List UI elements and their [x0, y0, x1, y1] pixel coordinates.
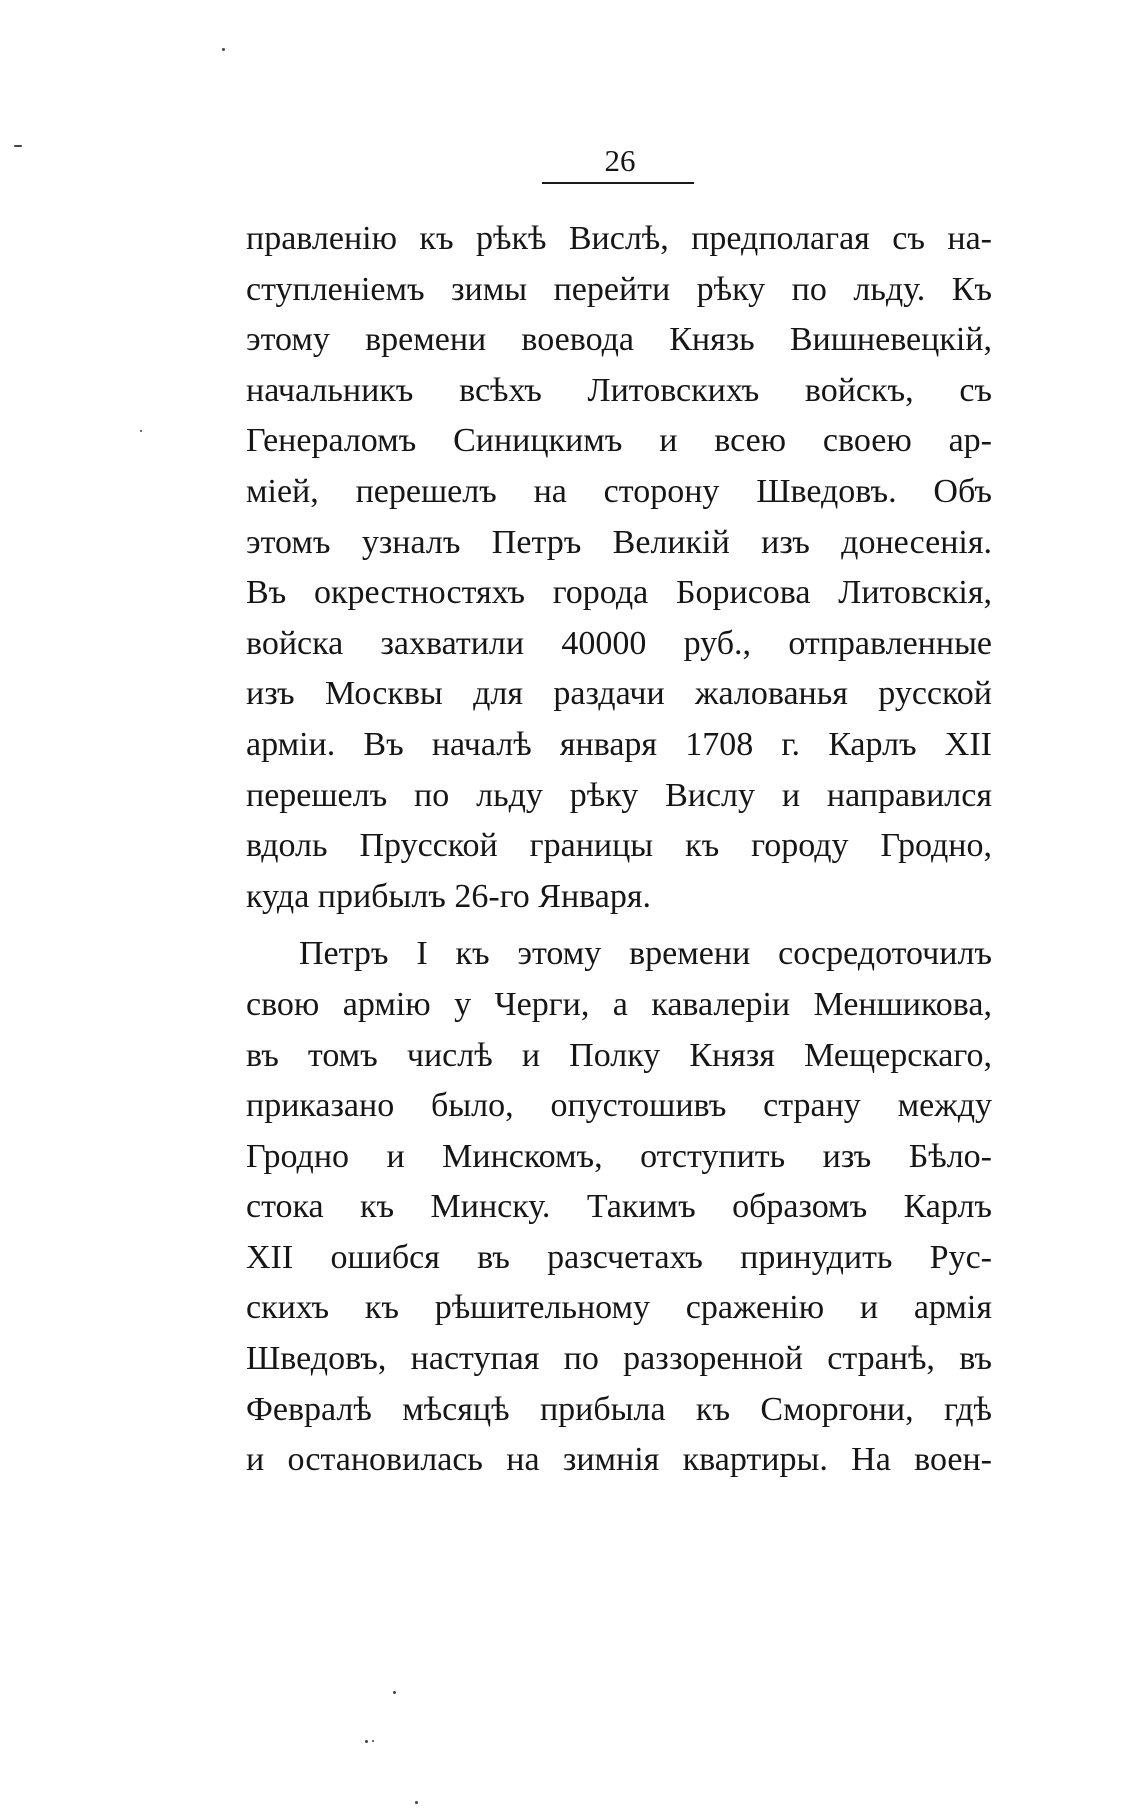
paragraph-gap: [246, 922, 992, 929]
scan-speck: [140, 430, 142, 432]
text-line: арміи. Въ началѣ января 1708 г. Карлъ XII: [246, 725, 992, 763]
text-line: и остановилась на зимнія квартиры. На воен-: [246, 1441, 992, 1479]
text-line: скихъ къ рѣшительному сраженію и армія: [246, 1289, 992, 1327]
text-line: Генераломъ Синицкимъ и всею своею ар-: [246, 422, 992, 460]
text-line: вдоль Прусской границы къ городу Гродно,: [246, 827, 992, 865]
text-line: приказано было, опустошивъ страну между: [246, 1087, 992, 1125]
scan-speck: [393, 1691, 396, 1694]
page-number: 26: [604, 143, 636, 178]
text-line: Шведовъ, наступая по раззоренной странѣ, въ: [246, 1340, 992, 1378]
text-line: этому времени воевода Князь Вишневецкій,: [246, 321, 992, 359]
scan-speck: [365, 1740, 368, 1743]
text-line: изъ Москвы для раздачи жалованья русской: [246, 675, 992, 713]
text-line: войска захватили 40000 руб., отправленные: [246, 624, 992, 662]
paragraph-2: [246, 929, 992, 1486]
text-line: Петръ I къ этому времени сосредоточилъ: [299, 935, 992, 973]
page-number-rule: [542, 182, 694, 184]
text-line: правленію къ рѣкѣ Вислѣ, предполагая съ на-: [246, 220, 992, 257]
text-line: Февралѣ мѣсяцѣ прибыла къ Сморгони, гдѣ: [246, 1390, 992, 1428]
text-line: перешелъ по льду рѣку Вислу и направился: [246, 776, 992, 814]
text-line: Гродно и Минскомъ, отступить изъ Бѣло-: [246, 1137, 992, 1175]
text-line: стока къ Минску. Такимъ образомъ Карлъ: [246, 1188, 992, 1226]
scan-speck: [372, 1740, 374, 1742]
text-line: Въ окрестностяхъ города Борисова Литовскія,: [246, 574, 992, 612]
scan-speck: [222, 48, 225, 51]
text-line: этомъ узналъ Петръ Великій изъ донесенія.: [246, 523, 992, 561]
scan-speck: [14, 145, 22, 147]
text-line: въ томъ числѣ и Полку Князя Мещерскаго,: [246, 1036, 992, 1074]
text-line: начальникъ всѣхъ Литовскихъ войскъ, съ: [246, 371, 992, 409]
text-line: міей, перешелъ на сторону Шведовъ. Объ: [246, 472, 992, 510]
body-text: [246, 214, 992, 1486]
text-line: XII ошибся въ разсчетахъ принудить Рус-: [246, 1238, 992, 1276]
text-line: куда прибылъ 26-го Января.: [246, 877, 651, 915]
text-line: свою армію у Черги, а кавалеріи Меншикова,: [246, 985, 992, 1023]
paragraph-1: [246, 214, 992, 922]
text-line: ступленіемъ зимы перейти рѣку по льду. Къ: [246, 270, 992, 308]
scan-speck: [415, 1801, 418, 1804]
